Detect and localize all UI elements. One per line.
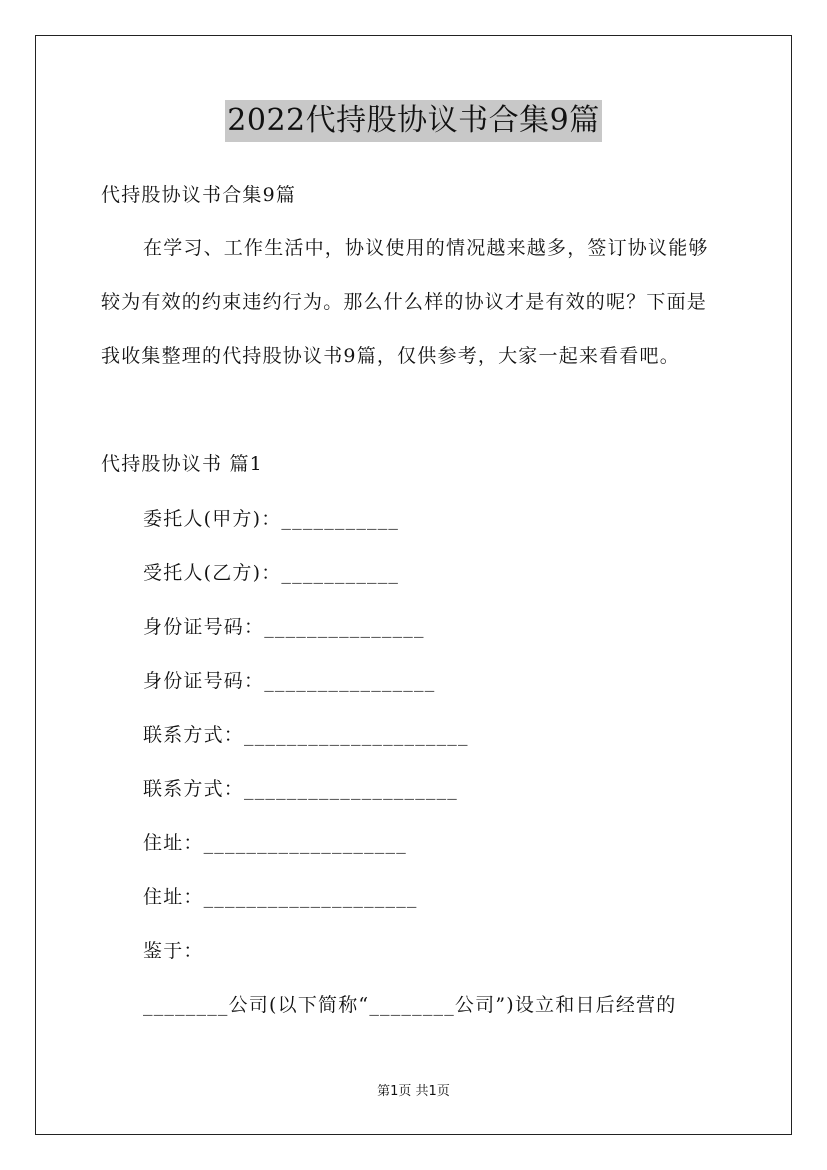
field-contact-2: 联系方式：____________________	[143, 778, 459, 800]
field-id-number-1: 身份证号码：_______________	[143, 616, 425, 638]
whereas-label: 鉴于：	[143, 940, 204, 962]
page-footer	[0, 1084, 827, 1100]
document-title: 2022代持股协议书合集9篇	[225, 100, 601, 142]
field-address-2: 住址：____________________	[143, 886, 418, 908]
intro-line-3: 我收集整理的代持股协议书9篇，仅供参考，大家一起来看看吧。	[101, 345, 680, 367]
intro-line-2: 较为有效的约束违约行为。那么什么样的协议才是有效的呢？下面是	[101, 291, 708, 313]
title-wrap	[0, 100, 827, 142]
field-contact-1: 联系方式：_____________________	[143, 724, 469, 746]
document-subtitle: 代持股协议书合集9篇	[101, 184, 297, 206]
field-agent: 受托人(乙方)：___________	[143, 562, 400, 584]
intro-line-1: 在学习、工作生活中，协议使用的情况越来越多，签订协议能够	[143, 237, 709, 259]
page-number: 第1页 共1页	[377, 1084, 450, 1099]
field-id-number-2: 身份证号码：________________	[143, 670, 436, 692]
company-clause: ________公司(以下简称“________公司”)设立和日后经营的	[143, 994, 677, 1016]
field-address-1: 住址：___________________	[143, 832, 407, 854]
field-principal: 委托人(甲方)：___________	[143, 508, 400, 530]
section-heading: 代持股协议书 篇1	[101, 453, 263, 475]
